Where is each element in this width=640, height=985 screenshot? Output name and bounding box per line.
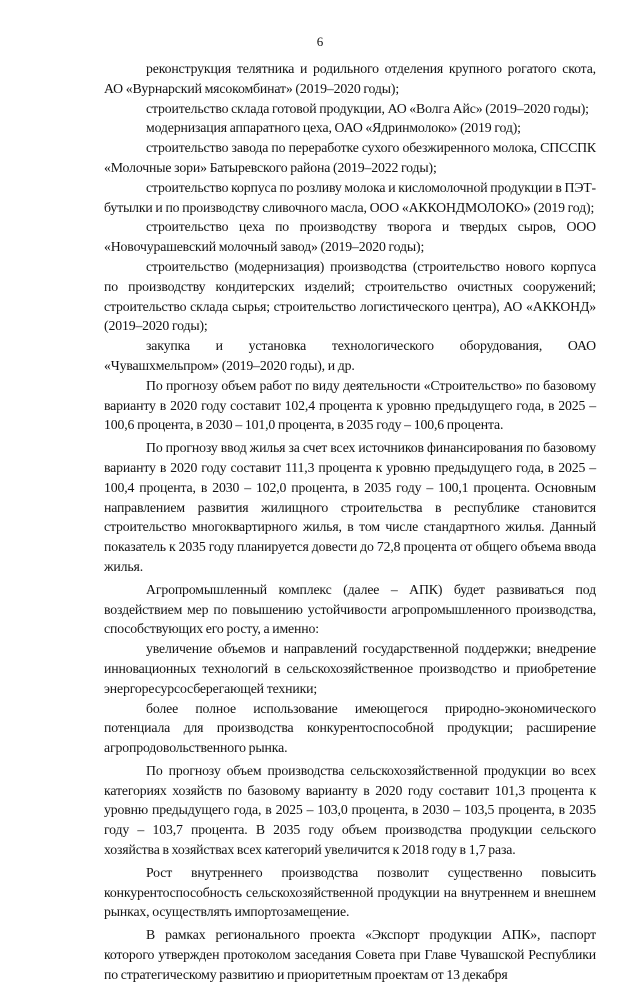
paragraph: По прогнозу объем работ по виду деятельности «Строительство» по базовому варианту в 2020 году составит 102,4 процента к уровню предыдущего года, в 2025 – 100,6 процента, в 2030 – 101,0 процента, в 2035 году – 100,6 процента.: [104, 377, 596, 433]
paragraph: По прогнозу ввод жилья за счет всех источников финансирования по базовому варианту в 2020 году составит 111,3 процента к уровню предыдущего года, в 2025 – 100,4 процента, в 2030 – 102,0 процента, в 2035 году – 100,1 процента. Основным направлением развития жилищного строительства в республике становится строительство многоквартирного жилья, в том числе стандартного жилья. Данный показатель к 2035 году планируется довести до 72,8 процента от общего объема ввода жилья.: [104, 440, 596, 574]
paragraph: модернизация аппаратного цеха, ОАО «Ядринмолоко» (2019 год);: [146, 120, 521, 136]
paragraph: реконструкция телятника и родильного отделения крупного рогатого скота, АО «Вурнарский мясокомбинат» (2019–2020 годы);: [104, 61, 596, 96]
paragraph: Рост внутреннего производства позволит существенно повысить конкурентоспособность сельскохозяйственной продукции на внутреннем и внешнем рынках, осуществлять импортозамещение.: [104, 864, 596, 920]
paragraph: В рамках регионального проекта «Экспорт продукции АПК», паспорт которого утвержден протоколом заседания Совета при Главе Чувашской Республики по стратегическому развитию и приоритетным проектам от 13 декабря: [104, 927, 596, 982]
paragraph: строительство склада готовой продукции, АО «Волга Айс» (2019–2020 годы);: [146, 100, 589, 116]
document-body: [104, 59, 596, 985]
page-number: 6: [316, 34, 324, 49]
paragraph: увеличение объемов и направлений государственной поддержки; внедрение инновационных технологий в сельскохозяйственное производство и приобретение энергоресурсосберегающей техники;: [104, 641, 596, 696]
paragraph: Агропромышленный комплекс (далее – АПК) будет развиваться под воздействием мер по повышению устойчивости агропромышленного производства, способствующих его росту, а именно:: [104, 581, 596, 637]
paragraph: строительство корпуса по розливу молока и кисломолочной продукции в ПЭТ-бутылки и по производству сливочного масла, ООО «АККОНДМОЛОКО» (2019 год);: [104, 179, 596, 215]
paragraph: более полное использование имеющегося природно-экономического потенциала для производства конкурентоспособной продукции; расширение агропродовольственного рынка.: [104, 700, 596, 756]
paragraph: строительство цеха по производству творога и твердых сыров, ООО «Новочурашевский молочный завод» (2019–2020 годы);: [104, 219, 596, 255]
paragraph: строительство завода по переработке сухого обезжиренного молока, СПССПК «Молочные зори» Батыревского района (2019–2022 годы);: [104, 140, 596, 175]
paragraph: закупка и установка технологического оборудования, ОАО «Чувашхмельпром» (2019–2020 годы), и др.: [104, 338, 596, 373]
paragraph: По прогнозу объем производства сельскохозяйственной продукции во всех категориях хозяйств по базовому варианту в 2020 году составит 101,3 процента к уровню предыдущего года, в 2025 – 103,0 процента, в 2030 – 103,5 процента, в 2035 году – 103,7 процента. В 2035 году объем производства продукции сельского хозяйства в хозяйствах всех категорий увеличится к 2018 году в 1,7 раза.: [104, 762, 596, 858]
paragraph: строительство (модернизация) производства (строительство нового корпуса по производству кондитерских изделий; строительство очистных сооружений; строительство склада сырья; строительство логистического центра), АО «АККОНД» (2019–2020 годы);: [104, 258, 596, 334]
